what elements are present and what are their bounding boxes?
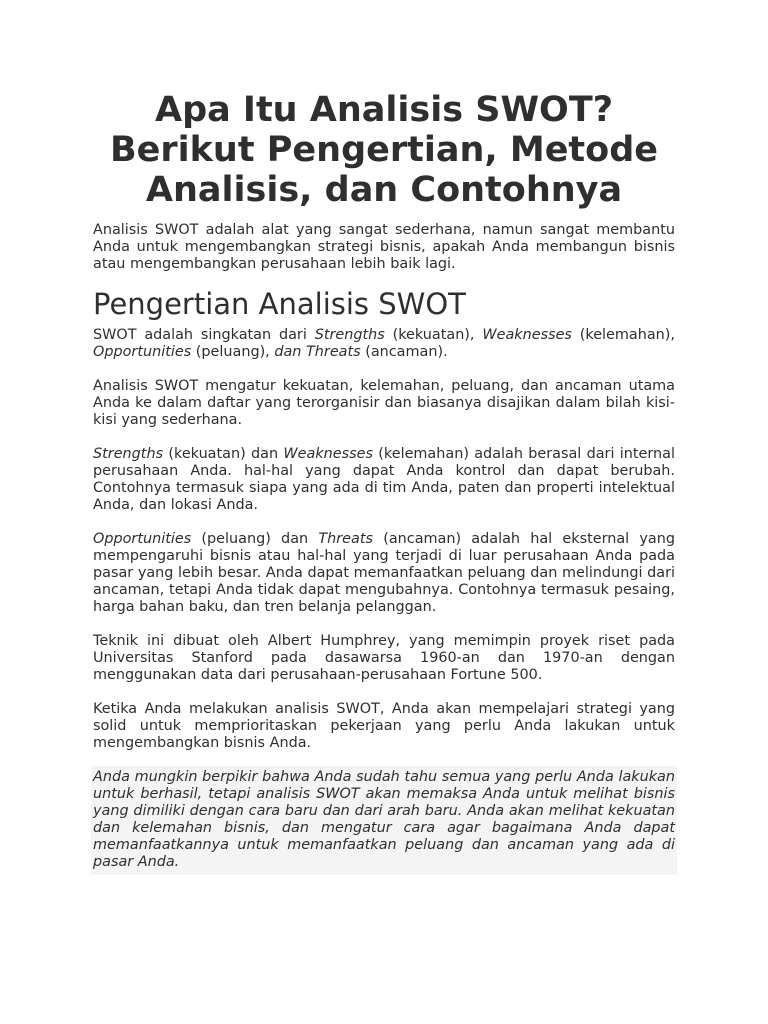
term-strengths: Strengths — [314, 327, 385, 343]
intro-paragraph: Analisis SWOT adalah alat yang sangat sederhana, namun sangat membantu Anda untuk mengembangkan strategi bisnis, apakah Anda membangun bisnis atau mengembangkan perusahaan lebih baik lagi. — [93, 222, 675, 272]
text-span: (ancaman). — [360, 344, 448, 360]
strategy-paragraph: Ketika Anda melakukan analisis SWOT, Anda akan mempelajari strategi yang solid untuk memprioritaskan pekerjaan yang perlu Anda lakukan untuk mengembangkan bisnis Anda. — [93, 701, 675, 751]
text-span: (ancaman) adalah hal eksternal yang mempengaruhi bisnis atau hal-hal yang terjadi di luar perusahaan Anda pada pasar yang lebih besar. Anda dapat memanfaatkan peluang dan melindungi dari ancaman, tetapi Anda tidak dapat mengubahnya. Contohnya termasuk pesaing, harga bahan baku, dan tren belanja pelanggan. — [93, 531, 675, 615]
internal-factors-paragraph — [93, 446, 675, 514]
article-title: Apa Itu Analisis SWOT? Berikut Pengertian, Metode Analisis, dan Contohnya — [109, 90, 659, 210]
organization-paragraph: Analisis SWOT mengatur kekuatan, kelemahan, peluang, dan ancaman utama Anda ke dalam daftar yang terorganisir dan biasanya disajikan dalam bilah kisi-kisi yang sederhana. — [93, 378, 675, 428]
text-span: (kelemahan) adalah berasal dari internal perusahaan Anda. hal-hal yang dapat Anda kontrol dan dapat berubah. Contohnya termasuk siapa yang ada di tim Anda, paten dan properti intelektual Anda, dan lokasi Anda. — [93, 446, 675, 513]
definition-paragraph — [93, 327, 675, 361]
article — [93, 90, 675, 875]
term-threats: Threats — [306, 344, 361, 360]
text-span: (kekuatan), — [384, 327, 483, 343]
term-weaknesses: Weaknesses — [482, 327, 572, 343]
term-threats: Threats — [318, 531, 373, 547]
external-factors-paragraph — [93, 531, 675, 616]
text-span: (kelemahan), — [571, 327, 675, 343]
word-dan: dan — [274, 344, 302, 360]
text-span: SWOT adalah singkatan dari — [93, 327, 315, 343]
text-span: (peluang) dan — [191, 531, 319, 547]
highlighted-quote: Anda mungkin berpikir bahwa Anda sudah tahu semua yang perlu Anda lakukan untuk berhasil, tetapi analisis SWOT akan memaksa Anda untuk melihat bisnis yang dimiliki dengan cara baru dan dari arah baru. Anda akan melihat kekuatan dan kelemahan bisnis, dan mengatur cara agar bagaimana Anda dapat memanfaatkannya untuk memanfaatkan peluang dan ancaman yang ada di pasar Anda. — [91, 766, 677, 875]
history-paragraph: Teknik ini dibuat oleh Albert Humphrey, yang memimpin proyek riset pada Universitas Stanford pada dasawarsa 1960-an dan 1970-an dengan menggunakan data dari perusahaan-perusahaan Fortune 500. — [93, 633, 675, 683]
term-opportunities: Opportunities — [93, 344, 192, 360]
term-opportunities: Opportunities — [93, 531, 192, 547]
text-span: (kekuatan) dan — [163, 446, 284, 462]
text-span: (peluang), — [191, 344, 275, 360]
term-weaknesses: Weaknesses — [283, 446, 373, 462]
term-strengths: Strengths — [93, 446, 164, 462]
section-heading: Pengertian Analisis SWOT — [93, 287, 466, 321]
